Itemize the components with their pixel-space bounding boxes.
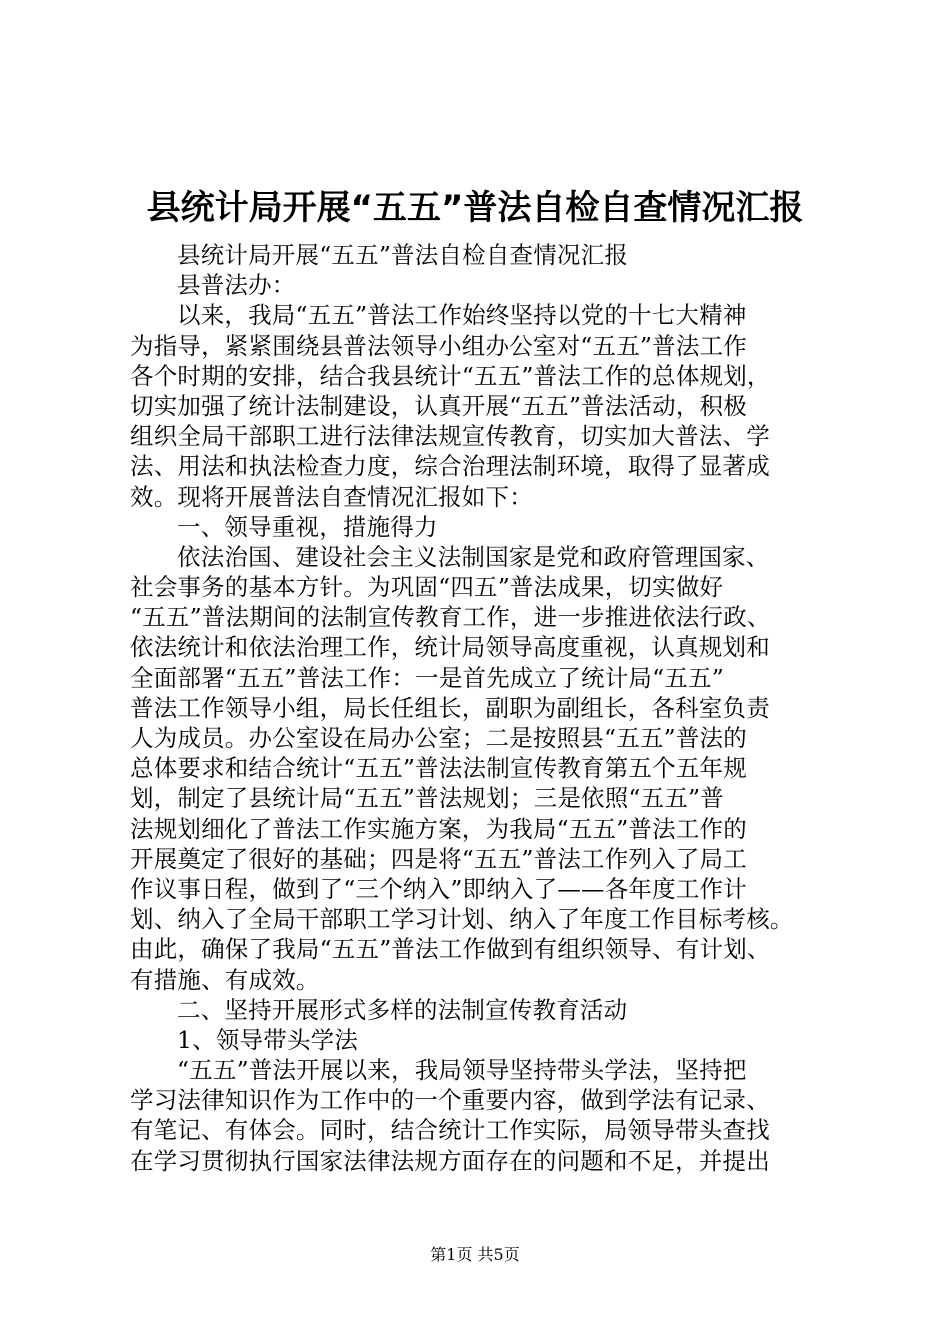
text-line: 县统计局开展“五五”普法自检自查情况汇报 <box>177 241 629 269</box>
text-line: 一、领导重视，措施得力 <box>177 512 438 541</box>
text-line: 社会事务的基本方针。为巩固“四五”普法成果，切实做好 <box>130 573 724 602</box>
text-line: 总体要求和结合统计“五五”普法法制宣传教育第五个五年规 <box>130 754 747 783</box>
text-line: 开展奠定了很好的基础；四是将“五五”普法工作列入了局工 <box>130 844 747 873</box>
text-line: 切实加强了统计法制建设，认真开展“五五”普法活动，积极 <box>130 391 747 420</box>
text-line: 在学习贯彻执行国家法律法规方面存在的问题和不足，并提出 <box>130 1146 770 1175</box>
document-body <box>130 240 830 1176</box>
text-line: 以来，我局“五五”普法工作始终坚持以党的十七大精神 <box>177 301 747 330</box>
text-line: 县普法办： <box>177 271 296 300</box>
text-line: 效。现将开展普法自查情况汇报如下： <box>130 482 533 511</box>
text-line: 划，制定了县统计局“五五”普法规划；三是依照“五五”普 <box>130 784 724 813</box>
text-line: “五五”普法开展以来，我局领导坚持带头学法，坚持把 <box>177 1056 747 1085</box>
text-line: 全面部署“五五”普法工作：一是首先成立了统计局“五五” <box>130 663 724 692</box>
text-line: 人为成员。办公室设在局办公室；二是按照县“五五”普法的 <box>130 724 747 752</box>
page-title: 县统计局开展“五五”普法自检自查情况汇报 <box>146 188 804 228</box>
text-line: 组织全局干部职工进行法律法规宣传教育，切实加大普法、学 <box>130 422 770 451</box>
text-line: 1、领导带头学法 <box>177 1025 359 1054</box>
text-line: 由此，确保了我局“五五”普法工作做到有组织领导、有计划、 <box>130 935 771 964</box>
text-line: 二、坚持开展形式多样的法制宣传教育活动 <box>177 995 628 1024</box>
text-line: 划、纳入了全局干部职工学习计划、纳入了年度工作目标考核。 <box>130 905 794 934</box>
text-line: 法规划细化了普法工作实施方案，为我局“五五”普法工作的 <box>130 814 747 843</box>
page-footer: 第1页 共5页 <box>430 1245 520 1264</box>
text-line: 作议事日程，做到了“三个纳入”即纳入了——各年度工作计 <box>130 874 747 903</box>
text-line: 依法统计和依法治理工作，统计局领导高度重视，认真规划和 <box>130 633 770 662</box>
text-line: 法、用法和执法检查力度，综合治理法制环境，取得了显著成 <box>130 452 770 481</box>
text-line: 有笔记、有体会。同时，结合统计工作实际，局领导带头查找 <box>130 1116 770 1145</box>
text-line: 有措施、有成效。 <box>130 965 320 994</box>
text-line: 为指导，紧紧围绕县普法领导小组办公室对“五五”普法工作 <box>130 331 747 360</box>
text-line: 各个时期的安排，结合我县统计“五五”普法工作的总体规划， <box>130 361 771 390</box>
text-line: 普法工作领导小组，局长任组长，副职为副组长，各科室负责 <box>130 693 770 722</box>
text-line: 学习法律知识作为工作中的一个重要内容，做到学法有记录、 <box>130 1086 770 1115</box>
text-line: “五五”普法期间的法制宣传教育工作，进一步推进依法行政、 <box>130 603 771 632</box>
text-line: 依法治国、建设社会主义法制国家是党和政府管理国家、 <box>177 542 770 571</box>
